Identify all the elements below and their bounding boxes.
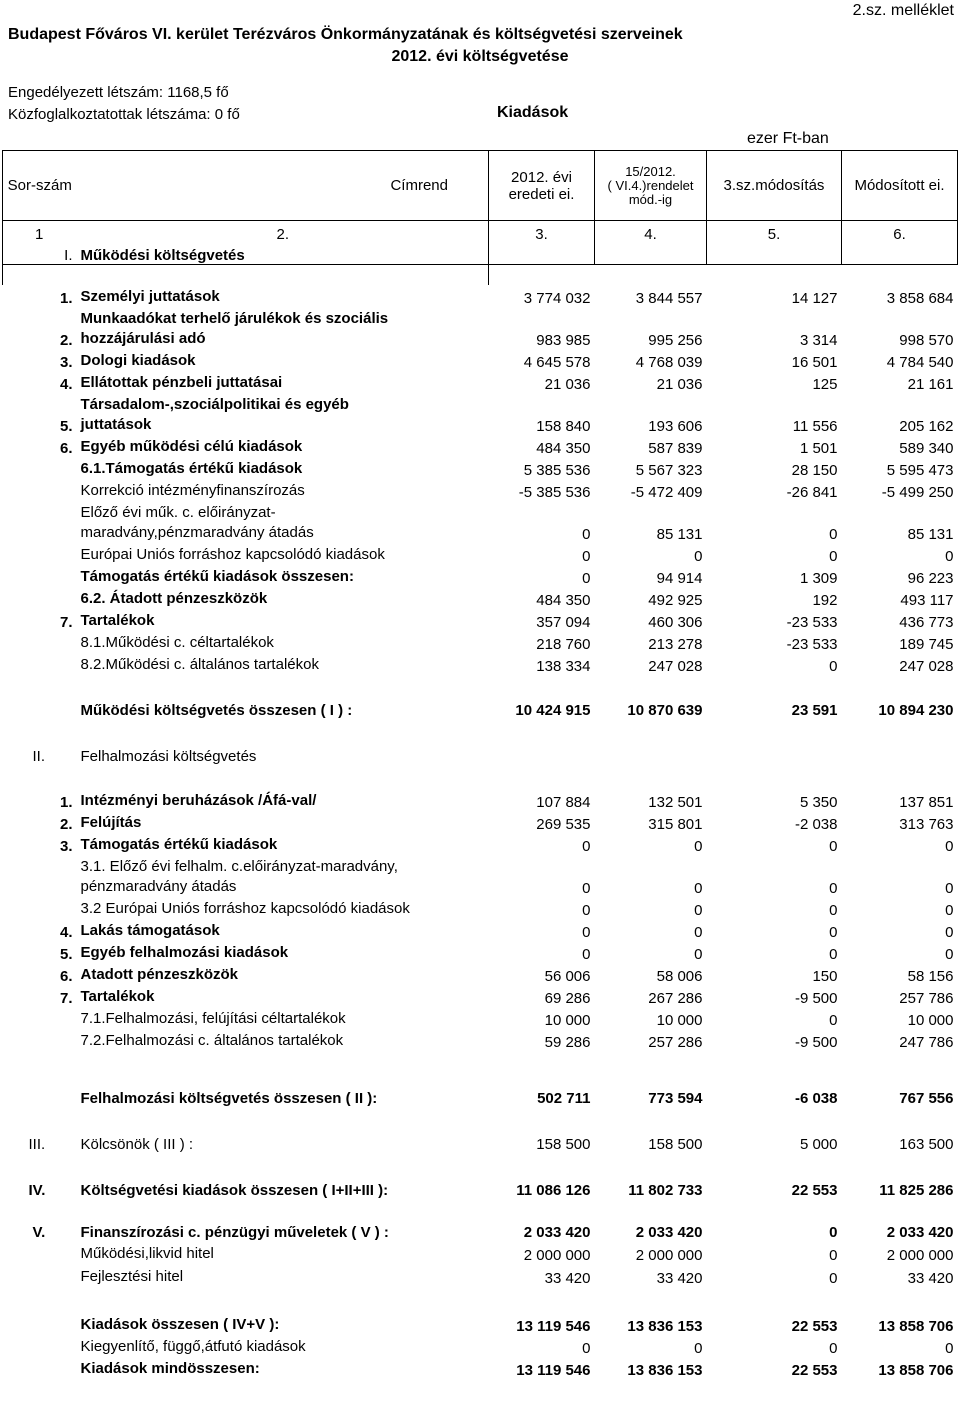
- total-value: 10 424 915: [515, 701, 591, 719]
- row-roman: III.: [28, 1135, 46, 1153]
- row-number: [3, 855, 77, 897]
- row-value: 138 334: [536, 657, 591, 675]
- row-value: 0: [582, 547, 591, 565]
- row-value: 0: [694, 837, 703, 855]
- row-number: 6.: [59, 439, 73, 457]
- row-value: 21 161: [907, 375, 954, 393]
- unit-label: ezer Ft-ban: [747, 130, 829, 147]
- row-number: 1.: [59, 289, 73, 307]
- row-label: Kölcsönök ( III ) :: [80, 1135, 194, 1153]
- row-value: 589 340: [899, 439, 954, 457]
- row-value: 58 006: [656, 967, 703, 985]
- row-label: Finanszírozási c. pénzügyi műveletek ( V ) :: [80, 1223, 389, 1241]
- section-heading: Kiadások: [497, 104, 569, 121]
- row-value: 33 420: [656, 1269, 703, 1287]
- staff-approved: Engedélyezett létszám: 1168,5 fő: [8, 84, 229, 101]
- row-number: [3, 1313, 77, 1335]
- row-label-line1: Előző évi műk. c. előirányzat-: [80, 503, 276, 521]
- row-label: [77, 307, 489, 349]
- row-value: 4 784 540: [886, 353, 954, 371]
- row-value: 0: [829, 923, 838, 941]
- row-value: 158 840: [536, 417, 591, 435]
- row-value: 218 760: [536, 635, 591, 653]
- row-label-line1: Társadalom-,szociálpolitikai és egyéb: [80, 395, 349, 413]
- row-number: 4.: [59, 375, 73, 393]
- row-value: 5 000: [799, 1135, 838, 1153]
- row-value: -23 533: [786, 613, 838, 631]
- row-value: 11 086 126: [516, 1181, 591, 1199]
- row-value: 11 802 733: [628, 1181, 703, 1199]
- row-label: Személyi juttatások: [80, 287, 220, 305]
- row-value: 493 117: [900, 591, 954, 609]
- section-roman: I.: [3, 243, 77, 265]
- table-row: [3, 855, 958, 897]
- row-label: Tartalékok: [80, 987, 155, 1005]
- row-value: 13 119 546: [516, 1361, 591, 1379]
- row-value: 2 033 420: [886, 1223, 954, 1241]
- row-number: [3, 653, 77, 675]
- table-row: [3, 985, 958, 1007]
- col-original: [489, 151, 595, 221]
- row-value: 0: [582, 569, 591, 587]
- row-value: 85 131: [656, 525, 703, 543]
- row-value: 0: [582, 525, 591, 543]
- row-value: 0: [694, 901, 703, 919]
- row-label: Költségvetési kiadások összesen ( I+II+III ):: [80, 1181, 389, 1199]
- row-number: [3, 587, 77, 609]
- staff-public-works: Közfoglalkoztatottak létszáma: 0 fő: [8, 106, 240, 123]
- table-row: [3, 349, 958, 371]
- row-value: 2 033 420: [635, 1223, 703, 1241]
- row-value: 11 825 286: [879, 1181, 954, 1199]
- colnum-4: 4.: [595, 221, 707, 243]
- row-value: 436 773: [899, 613, 954, 631]
- row-value: 257 786: [899, 989, 954, 1007]
- row-label-line2: maradvány,pénzmaradvány átadás: [80, 523, 314, 541]
- row-label: 3.2 Európai Uniós forráshoz kapcsolódó kiadások: [80, 899, 410, 917]
- row-value: 0: [582, 901, 591, 919]
- row-value: 5 350: [799, 793, 838, 811]
- row-label: Lakás támogatások: [80, 921, 220, 939]
- table-row: [3, 543, 958, 565]
- row-value: 137 851: [899, 793, 954, 811]
- row-value: 158 500: [648, 1135, 703, 1153]
- row-value: 3 774 032: [523, 289, 591, 307]
- row-label: Felújítás: [80, 813, 142, 831]
- col-modified: Módosított ei.: [842, 151, 958, 221]
- row-number: [3, 479, 77, 501]
- row-label-line2: pénzmaradvány átadás: [80, 877, 237, 895]
- row-label: 6.2. Átadott pénzeszközök: [80, 589, 268, 607]
- total-label: Felhalmozási költségvetés összesen ( II ):: [80, 1089, 378, 1107]
- row-value: 0: [694, 547, 703, 565]
- total-value: 773 594: [648, 1089, 703, 1107]
- column-header-row: [3, 151, 958, 221]
- row-number: [3, 565, 77, 587]
- row-value: 0: [829, 1339, 838, 1357]
- summary-row: [3, 1335, 958, 1357]
- row-value: -9 500: [794, 989, 838, 1007]
- row-value: 2 000 000: [886, 1246, 954, 1264]
- col-original-line2: eredeti ei.: [508, 185, 575, 203]
- row-value: 492 925: [648, 591, 703, 609]
- row-value: 13 836 153: [627, 1361, 703, 1379]
- row-label: Működési,likvid hitel: [80, 1244, 214, 1262]
- table-row: [3, 609, 958, 631]
- row-number: 5.: [59, 417, 73, 435]
- table-row: [3, 1029, 958, 1051]
- column-number-row: [3, 221, 958, 243]
- budget-total-row: [3, 1175, 958, 1199]
- row-value: 0: [829, 837, 838, 855]
- row-value: 28 150: [791, 461, 838, 479]
- table-row: [3, 897, 958, 919]
- row-value: 0: [582, 923, 591, 941]
- table-row: [3, 811, 958, 833]
- row-value: 3 844 557: [635, 289, 703, 307]
- table-row: [3, 501, 958, 543]
- row-value: 0: [829, 1223, 838, 1241]
- annex-number: 2.sz. melléklet: [852, 2, 954, 19]
- row-value: 107 884: [536, 793, 591, 811]
- document-title-line1: Budapest Főváros VI. kerület Terézváros Önkormányzatának és költségvetési szerveinek: [8, 26, 683, 43]
- table-row: [3, 1007, 958, 1029]
- row-number: [3, 897, 77, 919]
- table-row: [3, 1241, 958, 1264]
- row-label: 7.2.Felhalmozási c. általános tartalékok: [80, 1031, 344, 1049]
- row-label: Fejlesztési hitel: [80, 1267, 184, 1285]
- row-value: 0: [945, 1339, 954, 1357]
- row-value: 21 036: [656, 375, 703, 393]
- row-label: [77, 501, 489, 543]
- row-label-line1: 3.1. Előző évi felhalm. c.előirányzat-maradvány,: [80, 857, 398, 875]
- row-number: [3, 1264, 77, 1287]
- row-value: 0: [829, 525, 838, 543]
- row-value: 267 286: [648, 989, 703, 1007]
- row-value: 56 006: [544, 967, 591, 985]
- row-value: 0: [829, 879, 838, 897]
- row-number: [3, 1357, 77, 1379]
- row-value: 213 278: [648, 635, 703, 653]
- row-value: 132 501: [648, 793, 703, 811]
- row-value: 59 286: [544, 1033, 591, 1051]
- row-number: 1.: [59, 793, 73, 811]
- table-row: [3, 435, 958, 457]
- row-value: 10 000: [907, 1011, 954, 1029]
- section-title: Működési költségvetés: [77, 243, 489, 265]
- row-number: 5.: [59, 945, 73, 963]
- row-value: 13 836 153: [627, 1317, 703, 1335]
- col-cimrend: Címrend: [77, 151, 489, 221]
- row-value: 125: [812, 375, 838, 393]
- row-value: 1 501: [799, 439, 838, 457]
- row-value: -2 038: [794, 815, 838, 833]
- row-value: 0: [829, 1246, 838, 1264]
- row-value: 247 786: [899, 1033, 954, 1051]
- table-row: [3, 833, 958, 855]
- row-value: 205 162: [899, 417, 954, 435]
- row-label-line2: hozzájárulási adó: [80, 329, 206, 347]
- row-value: 484 350: [536, 591, 591, 609]
- row-value: 0: [945, 923, 954, 941]
- row-value: 2 000 000: [523, 1246, 591, 1264]
- loans-row: [3, 1129, 958, 1153]
- row-value: 22 553: [791, 1361, 838, 1379]
- row-number: 2.: [59, 815, 73, 833]
- row-number: 7.: [59, 989, 73, 1007]
- row-value: 587 839: [648, 439, 703, 457]
- row-number: [3, 543, 77, 565]
- row-value: 14 127: [791, 289, 838, 307]
- row-label: 8.2.Működési c. általános tartalékok: [80, 655, 319, 673]
- row-label: Támogatás értékű kiadások: [80, 835, 278, 853]
- table-row: [3, 587, 958, 609]
- row-value: 357 094: [536, 613, 591, 631]
- row-value: 192: [812, 591, 838, 609]
- total-value: 23 591: [791, 701, 838, 719]
- row-value: 69 286: [544, 989, 591, 1007]
- row-label: Támogatás értékű kiadások összesen:: [80, 567, 354, 585]
- summary-row: [3, 1357, 958, 1379]
- row-label: Európai Uniós forráshoz kapcsolódó kiadások: [80, 545, 385, 563]
- row-value: 13 119 546: [516, 1317, 591, 1335]
- row-value: 2 000 000: [635, 1246, 703, 1264]
- row-value: -9 500: [794, 1033, 838, 1051]
- row-value: 0: [582, 837, 591, 855]
- table-row: [3, 393, 958, 435]
- row-value: 0: [945, 945, 954, 963]
- row-label: Atadott pénzeszközök: [80, 965, 239, 983]
- row-value: 5 567 323: [635, 461, 703, 479]
- document-title-line2: 2012. évi költségvetése: [391, 48, 569, 65]
- row-value: 193 606: [648, 417, 703, 435]
- row-value: -23 533: [786, 635, 838, 653]
- row-value: 96 223: [907, 569, 954, 587]
- total-row: [3, 691, 958, 719]
- row-number: [3, 1029, 77, 1051]
- table-row: [3, 963, 958, 985]
- row-value: 0: [829, 1269, 838, 1287]
- row-value: 0: [829, 657, 838, 675]
- row-value: 11 556: [792, 417, 838, 435]
- table-row: [3, 919, 958, 941]
- row-roman: IV.: [28, 1181, 46, 1199]
- table-row: [3, 565, 958, 587]
- row-value: 313 763: [899, 815, 954, 833]
- row-number: [3, 457, 77, 479]
- row-label: 8.1.Működési c. céltartalékok: [80, 633, 274, 651]
- row-label: Kiegyenlítő, függő,átfutó kiadások: [80, 1337, 306, 1355]
- row-label: 7.1.Felhalmozási, felújítási céltartalékok: [80, 1009, 346, 1027]
- row-value: 10 000: [656, 1011, 703, 1029]
- row-value: 484 350: [536, 439, 591, 457]
- row-value: 163 500: [899, 1135, 954, 1153]
- row-value: 0: [829, 1011, 838, 1029]
- row-number: 3.: [59, 837, 73, 855]
- row-value: 0: [582, 1339, 591, 1357]
- row-value: 247 028: [648, 657, 703, 675]
- row-value: -5 472 409: [630, 483, 703, 501]
- table-row: [3, 479, 958, 501]
- row-value: 85 131: [907, 525, 954, 543]
- row-number: [3, 1007, 77, 1029]
- colnum-3: 3.: [489, 221, 595, 243]
- row-value: 4 768 039: [635, 353, 703, 371]
- row-value: 1 309: [799, 569, 838, 587]
- row-label: 6.1.Támogatás értékű kiadások: [80, 459, 303, 477]
- row-value: -5 385 536: [518, 483, 591, 501]
- section-row: [3, 243, 958, 265]
- row-value: 998 570: [899, 331, 954, 349]
- section-roman: II.: [32, 747, 46, 765]
- row-value: 10 000: [544, 1011, 591, 1029]
- row-number: [3, 631, 77, 653]
- financing-row: [3, 1219, 958, 1241]
- row-value: -5 499 250: [881, 483, 954, 501]
- col-decree: [595, 151, 707, 221]
- row-value: 0: [829, 901, 838, 919]
- table-row: [3, 941, 958, 963]
- row-label-line2: juttatások: [80, 415, 152, 433]
- row-value: 0: [829, 945, 838, 963]
- row-value: 0: [694, 879, 703, 897]
- row-value: 13 858 706: [878, 1317, 954, 1335]
- row-value: 257 286: [648, 1033, 703, 1051]
- section-row: [3, 739, 958, 765]
- section-title: Felhalmozási költségvetés: [80, 747, 257, 765]
- row-label: Egyéb működési célú kiadások: [80, 437, 303, 455]
- table-row: [3, 789, 958, 811]
- row-value: 0: [582, 879, 591, 897]
- row-roman: V.: [32, 1223, 46, 1241]
- row-number: 3.: [59, 353, 73, 371]
- row-label: Kiadások összesen ( IV+V ):: [80, 1315, 280, 1333]
- colnum-5: 5.: [707, 221, 842, 243]
- row-value: -26 841: [786, 483, 838, 501]
- row-label: Egyéb felhalmozási kiadások: [80, 943, 289, 961]
- row-value: 0: [945, 547, 954, 565]
- row-value: 189 745: [899, 635, 954, 653]
- table-row: [3, 285, 958, 307]
- row-label: Korrekció intézményfinanszírozás: [80, 481, 305, 499]
- row-number: [3, 501, 77, 543]
- row-value: 995 256: [648, 331, 703, 349]
- row-label: Ellátottak pénzbeli juttatásai: [80, 373, 283, 391]
- row-label: Tartalékok: [80, 611, 155, 629]
- row-value: 2 033 420: [523, 1223, 591, 1241]
- row-number: 2.: [59, 331, 73, 349]
- row-value: 22 553: [791, 1317, 838, 1335]
- col-original-line1: 2012. évi: [511, 168, 572, 186]
- row-value: 0: [945, 901, 954, 919]
- colnum-1: 1: [3, 221, 77, 243]
- row-number: 6.: [59, 967, 73, 985]
- row-label: Kiadások mindösszesen:: [80, 1359, 260, 1377]
- table-row: [3, 631, 958, 653]
- row-label: Intézményi beruházások /Áfá-val/: [80, 791, 317, 809]
- row-value: 94 914: [656, 569, 703, 587]
- total-row: [3, 1083, 958, 1107]
- row-value: 5 595 473: [886, 461, 954, 479]
- row-value: 0: [945, 879, 954, 897]
- expenditure-table: [2, 150, 958, 1379]
- col-decree-line1: 15/2012.: [625, 163, 676, 179]
- row-value: 983 985: [536, 331, 591, 349]
- row-value: 0: [694, 945, 703, 963]
- row-value: 158 500: [536, 1135, 591, 1153]
- total-value: 10 894 230: [878, 701, 954, 719]
- row-number: 4.: [59, 923, 73, 941]
- row-value: 269 535: [536, 815, 591, 833]
- row-value: 0: [694, 923, 703, 941]
- row-value: 58 156: [907, 967, 954, 985]
- col-decree-line3: mód.-ig: [628, 191, 673, 207]
- colnum-2: 2.: [77, 221, 489, 243]
- row-value: 247 028: [899, 657, 954, 675]
- row-number: [3, 1241, 77, 1264]
- total-value: 767 556: [899, 1089, 954, 1107]
- row-value: 4 645 578: [523, 353, 591, 371]
- row-value: 315 801: [648, 815, 703, 833]
- row-value: 0: [829, 547, 838, 565]
- total-value: -6 038: [794, 1089, 838, 1107]
- row-value: 5 385 536: [523, 461, 591, 479]
- row-number: 7.: [59, 613, 73, 631]
- total-value: 502 711: [537, 1089, 591, 1107]
- row-label: Dologi kiadások: [80, 351, 196, 369]
- total-label: Működési költségvetés összesen ( I ) :: [80, 701, 353, 719]
- row-value: 13 858 706: [878, 1361, 954, 1379]
- row-value: 3 314: [799, 331, 838, 349]
- table-row: [3, 307, 958, 349]
- row-value: 22 553: [791, 1181, 838, 1199]
- row-value: 150: [812, 967, 838, 985]
- table-row: [3, 653, 958, 675]
- row-value: 33 420: [544, 1269, 591, 1287]
- row-label: [77, 393, 489, 435]
- row-value: 0: [582, 945, 591, 963]
- row-label: [77, 855, 489, 897]
- row-value: 33 420: [907, 1269, 954, 1287]
- row-value: 16 501: [791, 353, 838, 371]
- total-value: 10 870 639: [627, 701, 703, 719]
- table-row: [3, 457, 958, 479]
- col-modification: 3.sz.módosítás: [707, 151, 842, 221]
- row-value: 21 036: [544, 375, 591, 393]
- table-row: [3, 1264, 958, 1287]
- table-row: [3, 371, 958, 393]
- row-value: 3 858 684: [886, 289, 954, 307]
- row-number: [3, 1335, 77, 1357]
- row-value: 0: [694, 1339, 703, 1357]
- row-value: 0: [945, 837, 954, 855]
- col-decree-line2: ( VI.4.)rendelet: [607, 177, 694, 193]
- col-sorszam: Sor-szám: [3, 151, 77, 221]
- row-label-line1: Munkaadókat terhelő járulékok és szociális: [80, 309, 389, 327]
- summary-row: [3, 1313, 958, 1335]
- row-value: 460 306: [648, 613, 703, 631]
- colnum-6: 6.: [842, 221, 958, 243]
